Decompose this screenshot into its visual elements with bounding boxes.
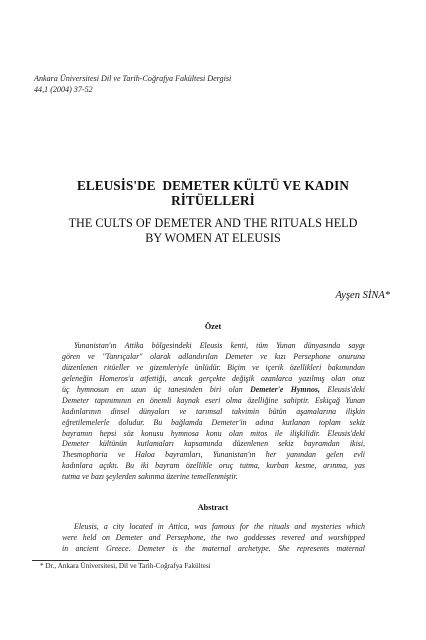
journal-volume: 44,1 (2004) 37-52 [34,85,93,94]
ozet-line: Demeter kültünün kutlamaları kapsamında düzenlenen sekiz bayramdan ikisi, [62,439,365,449]
ozet-line: Demeter tapınımının en önemli kaynak eseri olma özelliğine sahiptir. Eskiçağ Yunan [62,395,365,405]
footnote-divider [32,560,149,561]
author-name: Ayşen SİNA* [335,290,390,301]
abstract-line: in ancient Greece. Demeter is the maternal archetype. She represents maternal [62,543,365,553]
journal-name: Ankara Üniversitesi Dil ve Tarih-Coğrafya Fakültesi Dergisi [34,74,232,83]
abstract-body [62,522,365,555]
ozet-line-head: üç hymnosun en uzun üç tanesinden biri olan [62,384,251,394]
title-english-line-1: THE CULTS OF DEMETER AND THE RITUALS HELD [68,216,358,230]
title-turkish-line-1: ELEUSİS'DE DEMETER KÜLTÜ VE KADIN [77,178,349,193]
abstract-line: Eleusis, a city located in Attica, was famous for the rituals and mysteries which [74,522,365,531]
ozet-line: tutma ve bazı şeylerden sakınma üzerine temellenmiştir. [62,472,238,482]
ozet-body [62,341,365,483]
title-turkish-line-2: RİTÜELLERİ [171,193,255,208]
ozet-line: geleneğin Homeros'a atfettiği, ancak gerçekte değişik ozanlarca yazılmış olan otuz [62,373,365,383]
ozet-line: gören ve "Tanrıçalar" olarak adlandırılan Demeter ve kızı Persephone onuruna [62,351,365,361]
ozet-heading: Özet [204,322,222,331]
footnote: * Dr., Ankara Üniversitesi, Dil ve Tarih-Coğrafya Fakültesi [40,562,211,570]
abstract-line: were held on Demeter and Persephone, the two goddesses revered and worshipped [62,532,365,542]
journal-citation [34,73,394,95]
ozet-line: kadınlarının dinsel dünyaları ve tarımsal takvimin bütün aşamalarına ilişkin [62,406,365,416]
ozet-line: eğretilemelerle doludur. Bu bağlamda Demeter'in adına kutlanan toplam sekiz [62,417,365,427]
ozet-line: bayramın hepsi söz konusu hymnosa konu olan mitos ile ilişkilidir. Eleusis'deki [62,428,365,438]
ozet-line: Yunanistan'ın Attika bölgesindeki Eleusis kenti, tüm Yunan dünyasında saygı [74,341,365,350]
ozet-line: Thesmophoria ve Haloa bayramları, Yunanistan'ın her yanından gelen evli [62,450,365,460]
title-turkish [30,178,396,208]
ozet-line-mixed [62,385,365,396]
hymnos-title: Demeter'e Hymnos, [250,384,320,394]
ozet-line-tail: Eleusis'deki [319,384,365,394]
abstract-heading: Abstract [197,503,229,512]
title-english [30,216,396,246]
ozet-line: düzenlenen ritüeller ve gizemleriyle ünlüdür. Biçim ve içerik özellikleri bakımından [62,362,365,372]
ozet-line: kadınlara açıktı. Bu iki bayram özellikle oruç tutma, kurban kesme, arınma, yas [62,461,365,471]
title-english-line-2: BY WOMEN AT ELEUSIS [145,231,281,245]
